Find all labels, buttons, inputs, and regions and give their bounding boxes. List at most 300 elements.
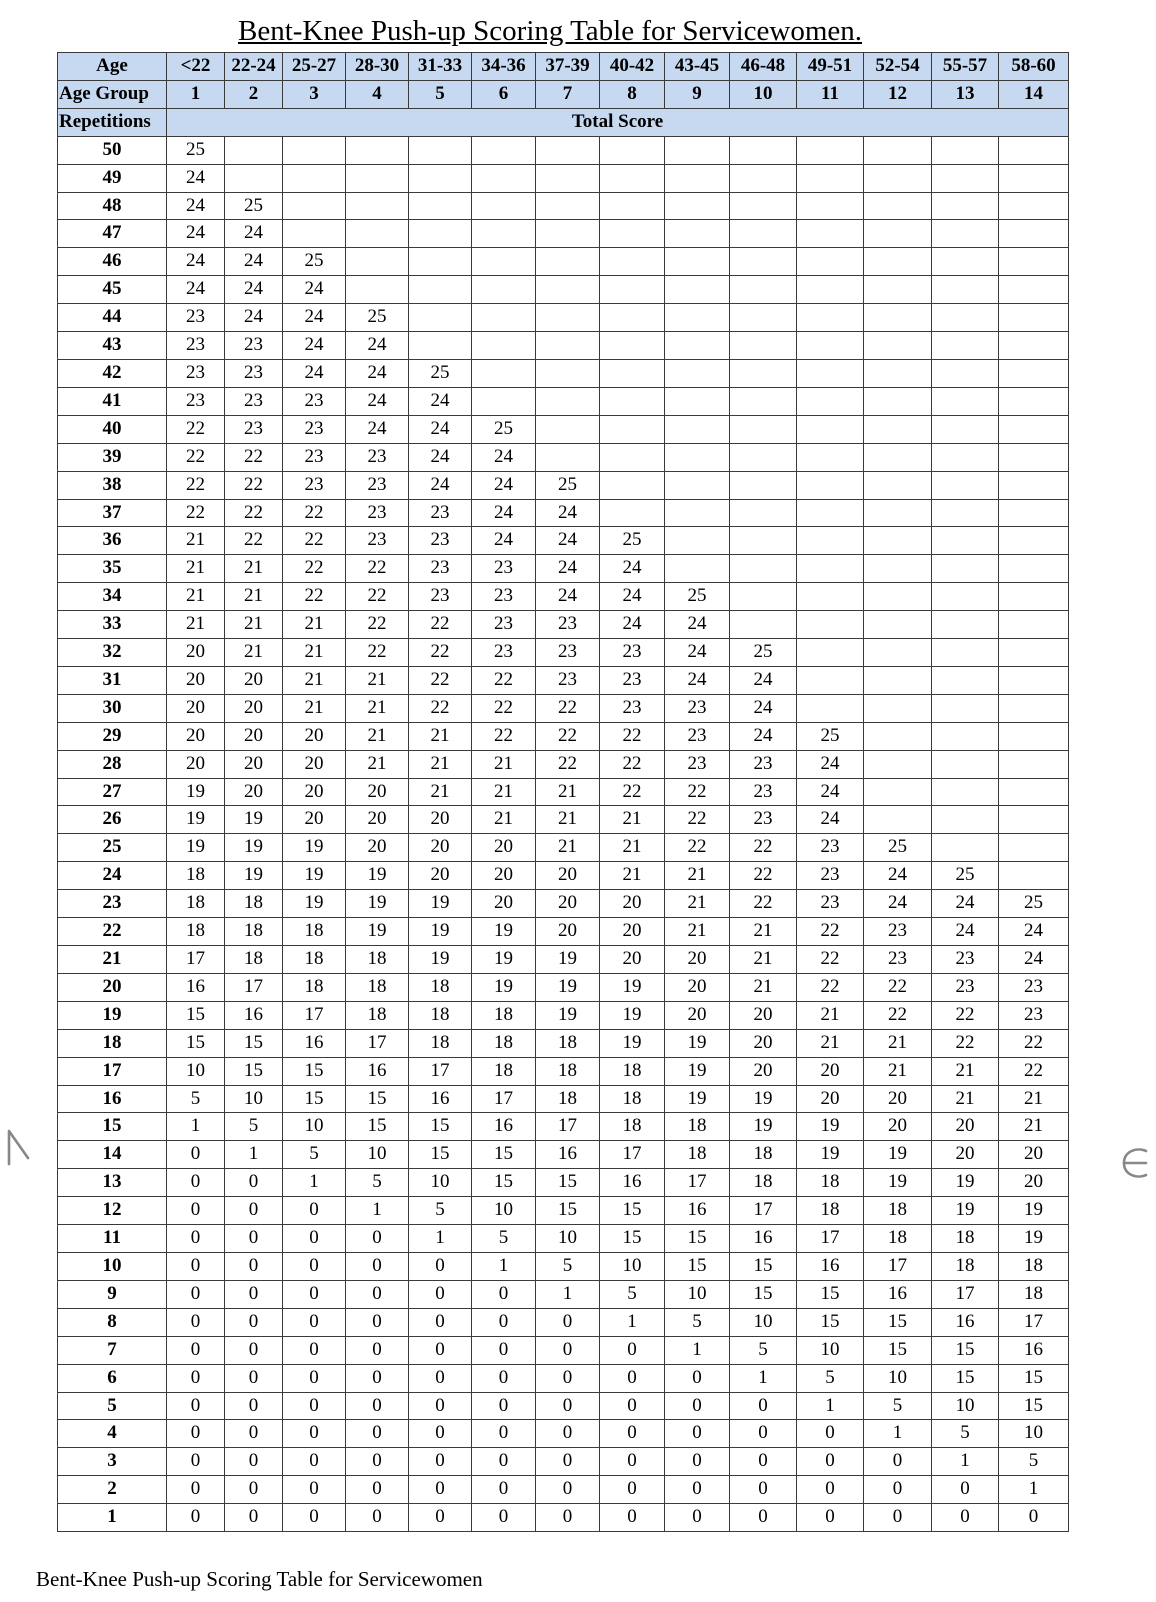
score-cell: 23 <box>536 666 600 694</box>
score-cell: 0 <box>864 1476 932 1504</box>
score-cell: 10 <box>409 1169 472 1197</box>
score-cell <box>999 611 1069 639</box>
score-cell <box>797 332 864 360</box>
score-cell: 22 <box>797 973 864 1001</box>
score-cell: 21 <box>730 973 797 1001</box>
score-cell: 21 <box>167 527 225 555</box>
score-cell: 0 <box>167 1197 225 1225</box>
score-cell: 15 <box>225 1029 283 1057</box>
score-cell <box>864 694 932 722</box>
table-row <box>58 1169 1069 1197</box>
score-cell: 0 <box>536 1392 600 1420</box>
age-range-header: 46-48 <box>730 53 797 81</box>
score-cell <box>536 220 600 248</box>
score-cell: 0 <box>283 1252 346 1280</box>
score-cell: 0 <box>665 1504 730 1532</box>
score-cell: 23 <box>283 387 346 415</box>
cropped-edge-glyph-right <box>1118 1144 1150 1182</box>
repetitions-cell: 36 <box>58 527 167 555</box>
score-cell: 19 <box>730 1113 797 1141</box>
score-cell: 18 <box>536 1057 600 1085</box>
score-cell: 16 <box>536 1141 600 1169</box>
score-cell: 24 <box>346 415 409 443</box>
score-cell <box>536 136 600 164</box>
score-cell: 23 <box>409 527 472 555</box>
score-cell: 16 <box>730 1225 797 1253</box>
score-cell: 17 <box>797 1225 864 1253</box>
repetitions-cell: 11 <box>58 1225 167 1253</box>
score-cell: 24 <box>932 918 999 946</box>
score-cell: 15 <box>932 1336 999 1364</box>
score-cell <box>665 304 730 332</box>
header-row-age-group <box>58 80 1069 108</box>
score-cell: 10 <box>536 1225 600 1253</box>
score-cell: 20 <box>346 778 409 806</box>
score-cell: 0 <box>665 1364 730 1392</box>
score-cell: 23 <box>283 415 346 443</box>
score-cell <box>864 192 932 220</box>
score-cell <box>665 555 730 583</box>
scoring-table <box>57 52 1069 1532</box>
score-cell: 19 <box>665 1029 730 1057</box>
score-cell: 22 <box>167 443 225 471</box>
score-cell <box>665 276 730 304</box>
score-cell: 18 <box>536 1029 600 1057</box>
score-cell <box>600 276 665 304</box>
table-row <box>58 359 1069 387</box>
score-cell: 23 <box>730 750 797 778</box>
score-cell: 19 <box>283 834 346 862</box>
score-cell: 5 <box>932 1420 999 1448</box>
score-cell: 15 <box>283 1085 346 1113</box>
score-cell: 23 <box>932 973 999 1001</box>
score-cell: 18 <box>864 1197 932 1225</box>
score-cell: 22 <box>999 1029 1069 1057</box>
score-cell: 18 <box>225 946 283 974</box>
score-cell: 0 <box>932 1504 999 1532</box>
score-cell: 0 <box>472 1504 536 1532</box>
score-cell: 20 <box>797 1085 864 1113</box>
score-cell <box>346 136 409 164</box>
score-cell: 21 <box>600 862 665 890</box>
score-cell: 17 <box>472 1085 536 1113</box>
score-cell: 21 <box>864 1029 932 1057</box>
score-cell <box>730 220 797 248</box>
score-cell: 21 <box>167 583 225 611</box>
table-row <box>58 304 1069 332</box>
score-cell: 16 <box>346 1057 409 1085</box>
repetitions-cell: 22 <box>58 918 167 946</box>
score-cell: 10 <box>864 1364 932 1392</box>
score-cell: 23 <box>472 583 536 611</box>
score-cell: 24 <box>472 499 536 527</box>
score-cell: 21 <box>409 750 472 778</box>
score-cell: 19 <box>409 890 472 918</box>
score-cell <box>932 387 999 415</box>
score-cell: 24 <box>283 332 346 360</box>
repetitions-cell: 26 <box>58 806 167 834</box>
age-group-header: 2 <box>225 80 283 108</box>
score-cell <box>730 555 797 583</box>
repetitions-cell: 2 <box>58 1476 167 1504</box>
score-cell: 0 <box>346 1280 409 1308</box>
repetitions-cell: 20 <box>58 973 167 1001</box>
score-cell <box>999 248 1069 276</box>
score-cell <box>999 806 1069 834</box>
score-cell <box>797 387 864 415</box>
score-cell: 20 <box>536 890 600 918</box>
score-cell <box>665 136 730 164</box>
score-cell: 22 <box>167 415 225 443</box>
score-cell: 18 <box>932 1225 999 1253</box>
score-cell: 5 <box>665 1308 730 1336</box>
score-cell <box>346 164 409 192</box>
score-cell: 0 <box>472 1280 536 1308</box>
score-cell: 18 <box>167 918 225 946</box>
table-row <box>58 639 1069 667</box>
score-cell: 0 <box>665 1420 730 1448</box>
score-cell: 19 <box>665 1085 730 1113</box>
score-cell: 22 <box>730 890 797 918</box>
score-cell: 0 <box>409 1420 472 1448</box>
score-cell: 17 <box>864 1252 932 1280</box>
score-cell: 0 <box>472 1364 536 1392</box>
score-cell: 22 <box>797 946 864 974</box>
score-cell: 22 <box>536 694 600 722</box>
score-cell: 20 <box>346 834 409 862</box>
score-cell: 23 <box>864 918 932 946</box>
score-cell <box>797 443 864 471</box>
score-cell: 20 <box>730 1001 797 1029</box>
score-cell: 21 <box>600 834 665 862</box>
score-cell: 0 <box>409 1280 472 1308</box>
repetitions-cell: 25 <box>58 834 167 862</box>
score-cell: 20 <box>225 750 283 778</box>
table-row <box>58 722 1069 750</box>
age-group-header: 13 <box>932 80 999 108</box>
score-cell: 0 <box>167 1364 225 1392</box>
table-row <box>58 1085 1069 1113</box>
score-cell: 18 <box>999 1252 1069 1280</box>
score-cell: 23 <box>225 415 283 443</box>
age-group-header: 1 <box>167 80 225 108</box>
score-cell: 0 <box>409 1364 472 1392</box>
score-cell <box>864 136 932 164</box>
score-cell <box>797 415 864 443</box>
score-cell <box>472 332 536 360</box>
score-cell: 19 <box>536 946 600 974</box>
score-cell: 25 <box>600 527 665 555</box>
score-cell: 20 <box>167 694 225 722</box>
score-cell: 23 <box>225 387 283 415</box>
age-group-header: 8 <box>600 80 665 108</box>
table-row <box>58 1057 1069 1085</box>
score-cell <box>999 666 1069 694</box>
score-cell: 21 <box>225 639 283 667</box>
score-cell <box>409 136 472 164</box>
score-cell <box>409 332 472 360</box>
score-cell: 22 <box>167 471 225 499</box>
score-cell <box>536 164 600 192</box>
score-cell <box>283 192 346 220</box>
score-cell <box>665 527 730 555</box>
table-row <box>58 248 1069 276</box>
score-cell: 19 <box>346 890 409 918</box>
score-cell: 15 <box>346 1085 409 1113</box>
age-range-header: <22 <box>167 53 225 81</box>
score-cell: 21 <box>932 1057 999 1085</box>
score-cell: 19 <box>346 862 409 890</box>
score-cell: 1 <box>730 1364 797 1392</box>
score-cell: 24 <box>864 862 932 890</box>
score-cell <box>797 164 864 192</box>
score-cell: 20 <box>864 1085 932 1113</box>
score-cell: 24 <box>600 555 665 583</box>
score-cell: 24 <box>600 583 665 611</box>
score-cell: 10 <box>999 1420 1069 1448</box>
table-row <box>58 918 1069 946</box>
score-cell: 16 <box>283 1029 346 1057</box>
repetitions-cell: 16 <box>58 1085 167 1113</box>
score-cell: 24 <box>797 750 864 778</box>
score-cell: 20 <box>283 806 346 834</box>
score-cell: 17 <box>283 1001 346 1029</box>
table-row <box>58 527 1069 555</box>
score-cell: 21 <box>283 611 346 639</box>
repetitions-cell: 21 <box>58 946 167 974</box>
score-cell: 22 <box>472 722 536 750</box>
score-cell: 24 <box>932 890 999 918</box>
score-cell <box>409 164 472 192</box>
score-cell <box>999 387 1069 415</box>
score-cell: 23 <box>346 471 409 499</box>
repetitions-cell: 4 <box>58 1420 167 1448</box>
score-cell <box>600 248 665 276</box>
score-cell <box>999 527 1069 555</box>
score-cell: 0 <box>225 1392 283 1420</box>
score-cell: 19 <box>864 1141 932 1169</box>
score-cell: 22 <box>283 555 346 583</box>
score-cell: 15 <box>665 1252 730 1280</box>
repetitions-cell: 18 <box>58 1029 167 1057</box>
score-cell <box>999 304 1069 332</box>
score-cell: 24 <box>167 276 225 304</box>
score-cell: 0 <box>346 1448 409 1476</box>
score-cell: 19 <box>472 973 536 1001</box>
score-cell <box>999 220 1069 248</box>
score-cell: 22 <box>864 973 932 1001</box>
score-cell: 21 <box>999 1085 1069 1113</box>
score-cell: 22 <box>409 666 472 694</box>
score-cell: 1 <box>225 1141 283 1169</box>
score-cell: 22 <box>665 778 730 806</box>
score-cell <box>864 387 932 415</box>
score-cell: 5 <box>409 1197 472 1225</box>
score-cell: 19 <box>409 946 472 974</box>
score-cell: 0 <box>999 1504 1069 1532</box>
score-cell: 20 <box>225 666 283 694</box>
score-cell <box>283 164 346 192</box>
score-cell: 21 <box>797 1001 864 1029</box>
score-cell: 22 <box>730 862 797 890</box>
score-cell: 1 <box>999 1476 1069 1504</box>
score-cell <box>600 164 665 192</box>
score-cell: 20 <box>167 639 225 667</box>
score-cell <box>999 583 1069 611</box>
table-row <box>58 276 1069 304</box>
repetitions-cell: 30 <box>58 694 167 722</box>
score-cell: 21 <box>536 778 600 806</box>
score-cell <box>730 471 797 499</box>
score-cell: 15 <box>600 1225 665 1253</box>
score-cell: 21 <box>225 583 283 611</box>
table-row <box>58 415 1069 443</box>
score-cell: 22 <box>665 834 730 862</box>
score-cell: 21 <box>932 1085 999 1113</box>
score-cell: 1 <box>346 1197 409 1225</box>
score-cell <box>999 443 1069 471</box>
score-cell: 20 <box>409 862 472 890</box>
score-cell: 15 <box>864 1308 932 1336</box>
table-row <box>58 611 1069 639</box>
score-cell: 0 <box>932 1476 999 1504</box>
score-cell: 19 <box>797 1141 864 1169</box>
table-row <box>58 666 1069 694</box>
score-cell: 21 <box>346 666 409 694</box>
score-cell <box>932 778 999 806</box>
score-cell: 16 <box>797 1252 864 1280</box>
score-cell: 18 <box>797 1169 864 1197</box>
score-cell <box>932 611 999 639</box>
score-cell: 5 <box>167 1085 225 1113</box>
score-cell: 20 <box>730 1057 797 1085</box>
age-group-header: 12 <box>864 80 932 108</box>
age-group-header: 3 <box>283 80 346 108</box>
score-cell: 19 <box>167 834 225 862</box>
score-cell <box>665 248 730 276</box>
score-cell <box>536 332 600 360</box>
score-cell: 22 <box>346 611 409 639</box>
score-cell: 15 <box>346 1113 409 1141</box>
score-cell: 19 <box>932 1169 999 1197</box>
score-cell <box>472 248 536 276</box>
repetitions-cell: 27 <box>58 778 167 806</box>
score-cell: 23 <box>409 583 472 611</box>
score-cell: 21 <box>346 722 409 750</box>
score-cell: 1 <box>932 1448 999 1476</box>
age-group-header: 10 <box>730 80 797 108</box>
score-cell <box>600 136 665 164</box>
score-cell: 21 <box>225 555 283 583</box>
score-cell <box>536 443 600 471</box>
score-cell: 22 <box>999 1057 1069 1085</box>
table-row <box>58 890 1069 918</box>
score-cell: 17 <box>536 1113 600 1141</box>
score-cell <box>472 164 536 192</box>
score-cell: 10 <box>730 1308 797 1336</box>
score-cell: 23 <box>409 499 472 527</box>
score-cell: 15 <box>283 1057 346 1085</box>
score-cell: 15 <box>730 1252 797 1280</box>
score-cell: 24 <box>409 471 472 499</box>
score-cell <box>797 192 864 220</box>
score-cell <box>600 471 665 499</box>
score-cell: 0 <box>409 1504 472 1532</box>
score-cell <box>999 694 1069 722</box>
age-range-header: 49-51 <box>797 53 864 81</box>
score-cell: 0 <box>730 1392 797 1420</box>
score-cell: 18 <box>600 1085 665 1113</box>
table-row <box>58 750 1069 778</box>
score-cell: 17 <box>225 973 283 1001</box>
score-cell: 15 <box>999 1364 1069 1392</box>
score-cell: 24 <box>225 304 283 332</box>
score-cell: 19 <box>536 1001 600 1029</box>
score-cell: 15 <box>167 1029 225 1057</box>
score-cell: 20 <box>999 1169 1069 1197</box>
score-cell: 5 <box>472 1225 536 1253</box>
score-cell: 19 <box>730 1085 797 1113</box>
score-cell <box>730 611 797 639</box>
score-cell: 0 <box>225 1308 283 1336</box>
score-cell: 22 <box>346 555 409 583</box>
score-cell: 0 <box>167 1448 225 1476</box>
score-cell: 21 <box>167 611 225 639</box>
score-cell <box>665 359 730 387</box>
score-cell <box>797 639 864 667</box>
score-cell <box>864 499 932 527</box>
score-cell: 0 <box>167 1420 225 1448</box>
score-cell: 16 <box>864 1280 932 1308</box>
score-cell <box>536 192 600 220</box>
repetitions-cell: 28 <box>58 750 167 778</box>
score-cell <box>665 192 730 220</box>
score-cell: 25 <box>797 722 864 750</box>
score-cell: 23 <box>167 304 225 332</box>
score-cell: 0 <box>409 1476 472 1504</box>
score-cell <box>665 471 730 499</box>
score-cell: 0 <box>346 1392 409 1420</box>
score-cell: 17 <box>600 1141 665 1169</box>
score-cell: 21 <box>283 694 346 722</box>
score-cell: 10 <box>472 1197 536 1225</box>
score-cell: 0 <box>346 1308 409 1336</box>
score-cell <box>864 722 932 750</box>
repetitions-cell: 46 <box>58 248 167 276</box>
score-cell <box>999 164 1069 192</box>
score-cell: 16 <box>225 1001 283 1029</box>
score-cell: 22 <box>932 1029 999 1057</box>
table-row <box>58 1225 1069 1253</box>
score-cell: 0 <box>730 1476 797 1504</box>
score-cell <box>730 527 797 555</box>
score-cell: 0 <box>472 1476 536 1504</box>
score-cell <box>999 332 1069 360</box>
score-cell <box>932 136 999 164</box>
score-cell: 20 <box>536 918 600 946</box>
score-cell: 25 <box>225 192 283 220</box>
score-cell: 25 <box>536 471 600 499</box>
repetitions-cell: 48 <box>58 192 167 220</box>
score-cell: 0 <box>665 1448 730 1476</box>
score-cell: 19 <box>409 918 472 946</box>
score-cell: 22 <box>600 778 665 806</box>
score-cell: 0 <box>409 1336 472 1364</box>
score-cell: 25 <box>932 862 999 890</box>
score-cell: 0 <box>283 1504 346 1532</box>
score-cell <box>999 750 1069 778</box>
score-cell: 19 <box>346 918 409 946</box>
